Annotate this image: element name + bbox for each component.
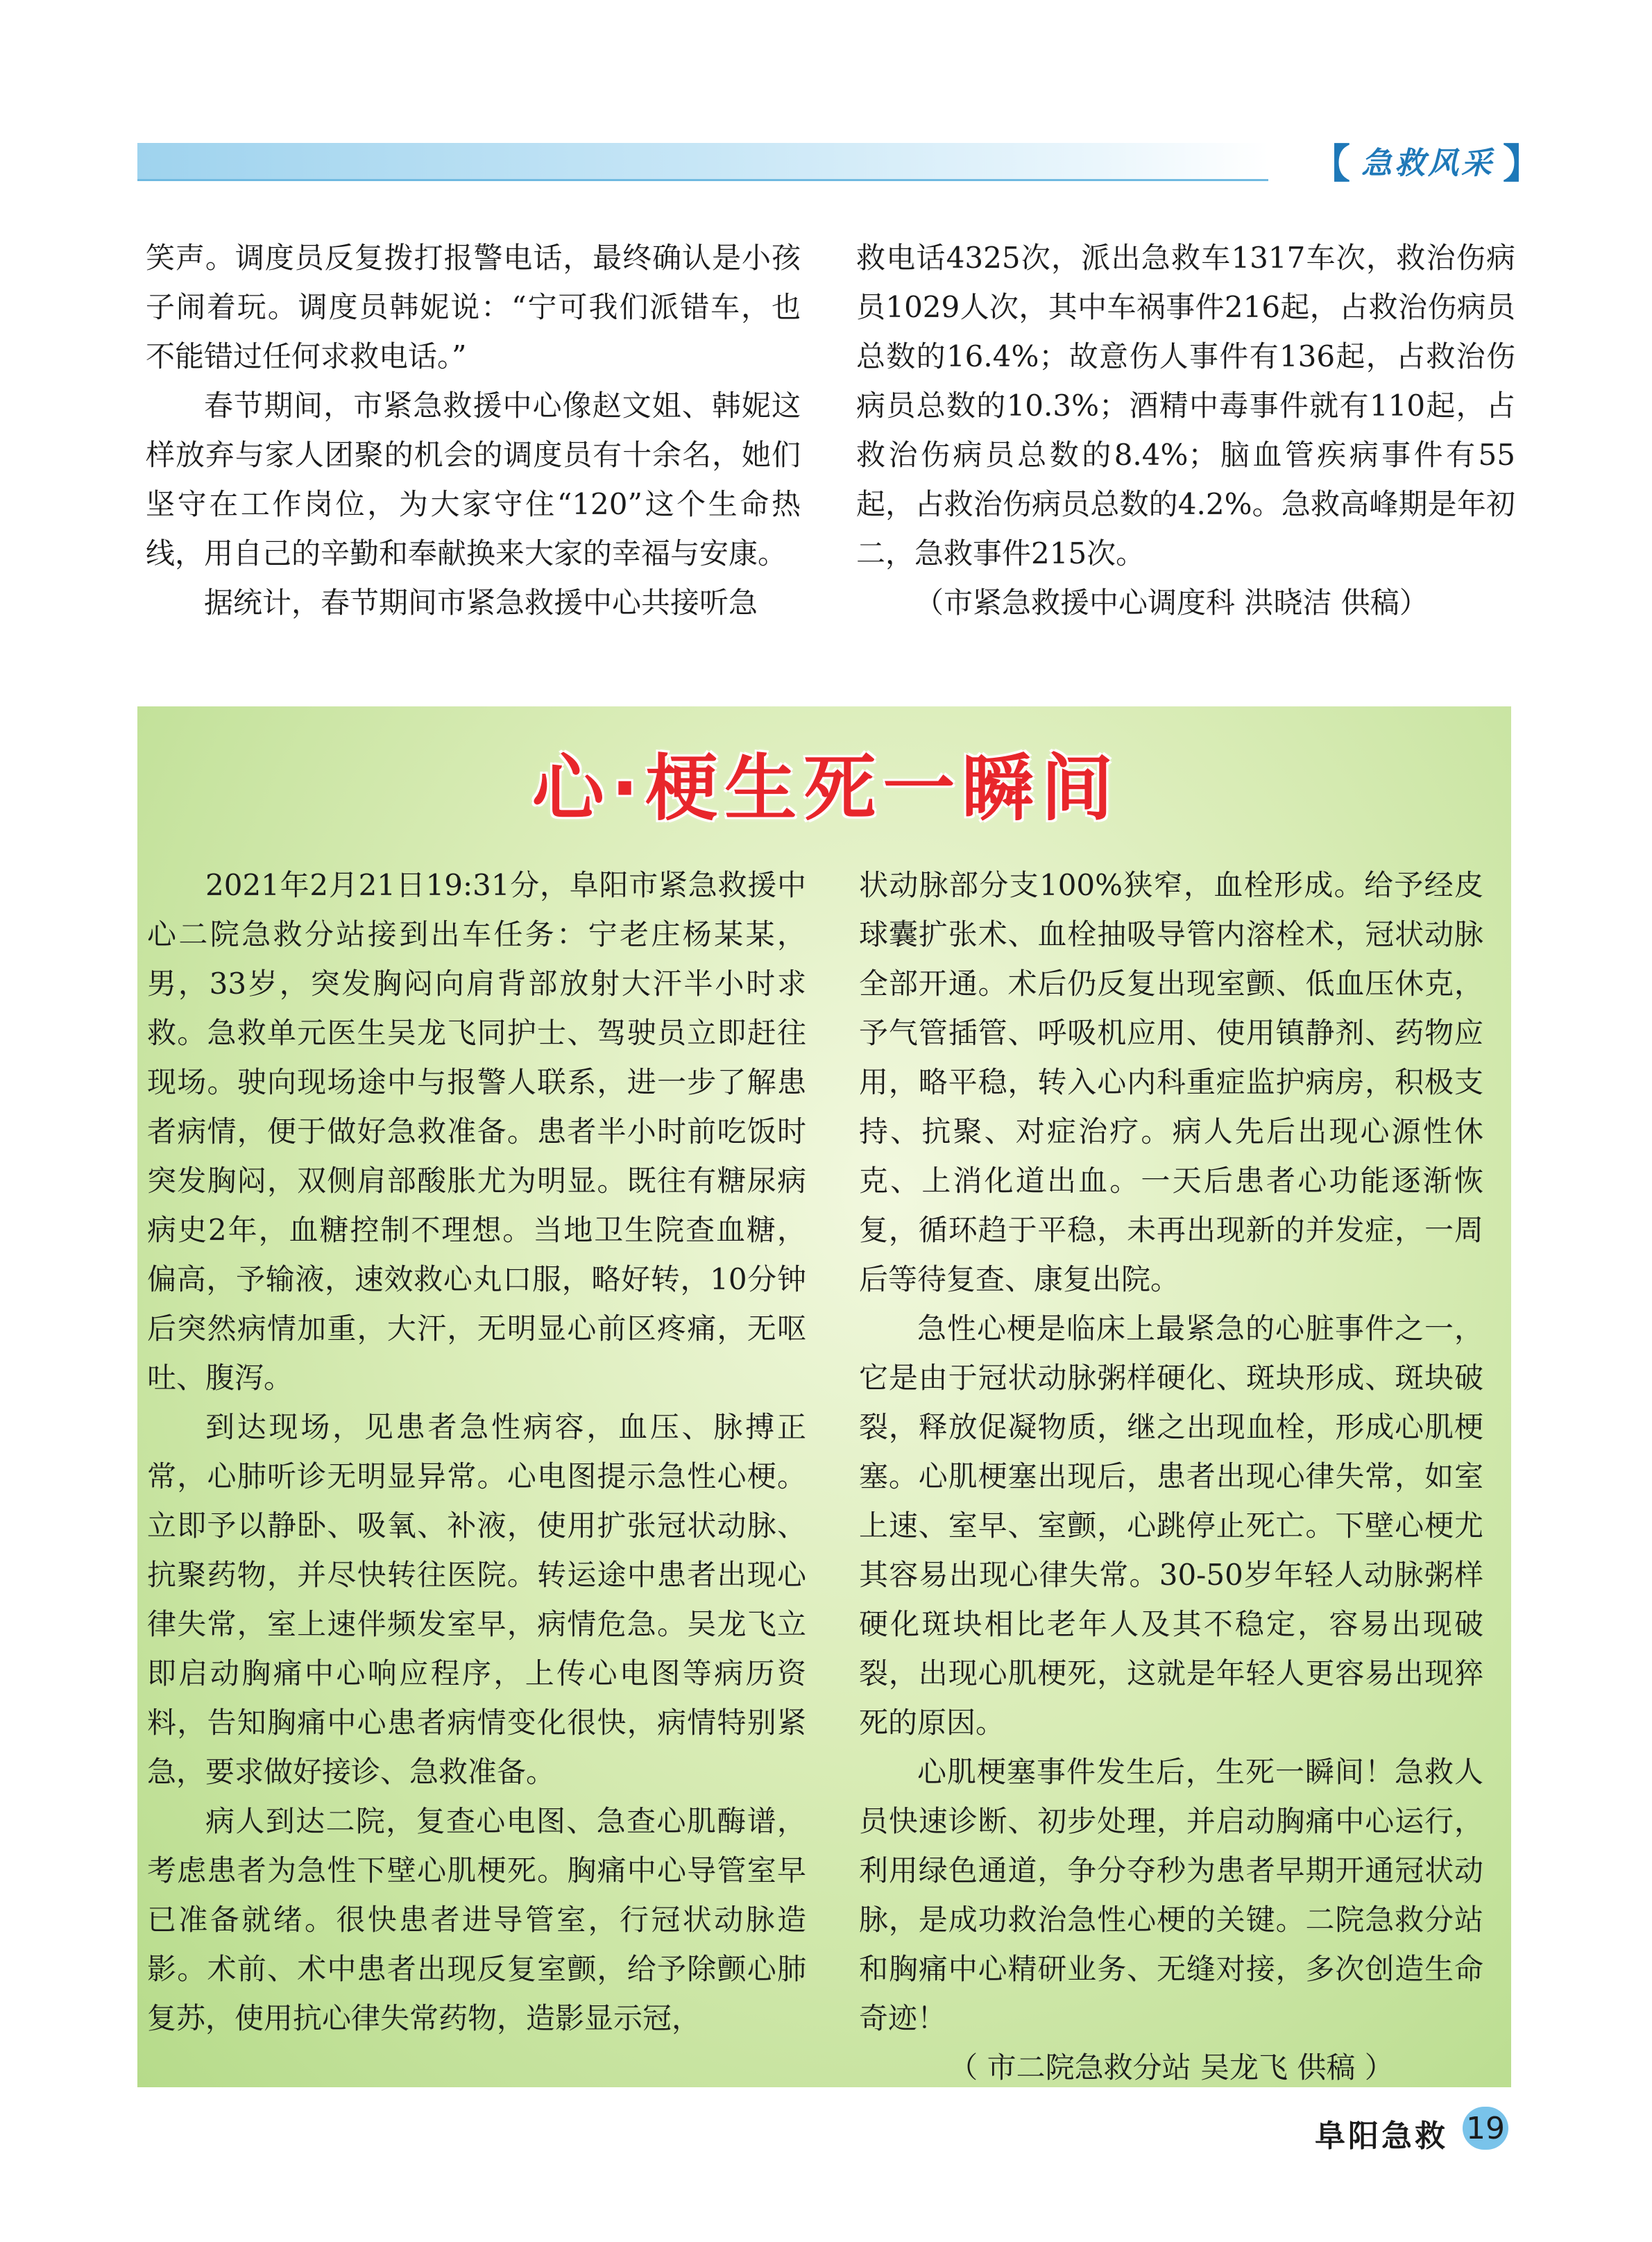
paragraph: 心肌梗塞事件发生后，生死一瞬间！急救人员快速诊断、初步处理，并启动胸痛中心运行，利用绿色通道，争分夺秒为患者早期开通冠状动脉，是成功救治急性心梗的关键。二院急救分站和胸痛中心精研业务、无缝对接，多次创造生命奇迹！ — [859, 1755, 1483, 2035]
paragraph: 春节期间，市紧急救援中心像赵文姐、韩妮这样放弃与家人团聚的机会的调度员有十余名，她们坚守在工作岗位，为大家守住“120”这个生命热线，用自己的辛勤和奉献换来大家的幸福与安康。 — [146, 389, 801, 570]
paragraph: 状动脉部分支100%狭窄，血栓形成。给予经皮球囊扩张术、血栓抽吸导管内溶栓术，冠状动脉全部开通。术后仍反复出现室颤、低血压休克，予气管插管、呼吸机应用、使用镇静剂、药物应用，略平稳，转入心内科重症监护病房，积极支持、抗聚、对症治疗。病人先后出现心源性休克、上消化道出血。一天后患者心功能逐渐恢复，循环趋于平稳，未再出现新的并发症，一周后等待复查、康复出院。 — [859, 868, 1483, 1296]
section-tag — [1310, 136, 1546, 185]
article-left-column — [147, 860, 806, 2043]
bracket-left: 【 — [1310, 140, 1354, 187]
paragraph: 救电话4325次，派出急救车1317车次，救治伤病员1029人次，其中车祸事件216起，占救治伤病员总数的16.4%；故意伤人事件有136起，占救治伤病员总数的10.3%；酒精中毒事件就有110起，占救治伤病员总数的8.4%；脑血管疾病事件有55起，占救治伤病员总数的4.2%。急救高峰期是年初二，急救事件215次。 — [856, 241, 1515, 570]
article-title: 心·梗生死一瞬间 — [531, 746, 1121, 831]
article-right-column — [859, 860, 1483, 2092]
publication-name: 阜阳急救 — [1315, 2118, 1448, 2154]
bracket-right: 】 — [1503, 140, 1547, 187]
page-number: 19 — [1463, 2107, 1508, 2150]
paragraph: 急性心梗是临床上最紧急的心脏事件之一，它是由于冠状动脉粥样硬化、斑块形成、斑块破裂，释放促凝物质，继之出现血栓，形成心肌梗塞。心肌梗塞出现后，患者出现心律失常，如室上速、室早、室颤，心跳停止死亡。下壁心梗尤其容易出现心律失常。30-50岁年轻人动脉粥样硬化斑块相比老年人及其不稳定，容易出现破裂，出现心肌梗死，这就是年轻人更容易出现猝死的原因。 — [859, 1311, 1483, 1740]
signature: （ 市二院急救分站 吴龙飞 供稿 ） — [948, 2050, 1394, 2084]
signature: （市紧急救援中心调度科 洪晓洁 供稿） — [914, 586, 1429, 620]
paragraph: 笑声。调度员反复拨打报警电话，最终确认是小孩子闹着玩。调度员韩妮说：“宁可我们派错车，也不能错过任何求救电话。” — [146, 241, 801, 373]
paragraph: 病人到达二院，复查心电图、急查心肌酶谱，考虑患者为急性下壁心肌梗死。胸痛中心导管室早已准备就绪。很快患者进导管室，行冠状动脉造影。术前、术中患者出现反复室颤，给予除颤心肺复苏，使用抗心律失常药物，造影显示冠， — [147, 1804, 806, 2035]
section-tag-label: 急救风采 — [1361, 146, 1495, 181]
paragraph: 据统计，春节期间市紧急救援中心共接听急 — [204, 586, 758, 620]
paragraph: 到达现场，见患者急性病容，血压、脉搏正常，心肺听诊无明显异常。心电图提示急性心梗。立即予以静卧、吸氧、补液，使用扩张冠状动脉、抗聚药物，并尽快转往医院。转运途中患者出现心律失常，室上速伴频发室早，病情危急。吴龙飞立即启动胸痛中心响应程序，上传心电图等病历资料，告知胸痛中心患者病情变化很快，病情特别紧急，要求做好接诊、急救准备。 — [147, 1410, 806, 1789]
header-bar — [137, 143, 1268, 181]
paragraph: 2021年2月21日19:31分，阜阳市紧急救援中心二院急救分站接到出车任务：宁老庄杨某某，男，33岁，突发胸闷向肩背部放射大汗半小时求救。急救单元医生吴龙飞同护士、驾驶员立即赶往现场。驶向现场途中与报警人联系，进一步了解患者病情，便于做好急救准备。患者半小时前吃饭时突发胸闷，双侧肩部酸胀尤为明显。既往有糖尿病病史2年，血糖控制不理想。当地卫生院查血糖，偏高，予输液，速效救心丸口服，略好转，10分钟后突然病情加重，大汗，无明显心前区疼痛，无呕吐、腹泻。 — [147, 868, 806, 1395]
top-left-column — [146, 233, 801, 627]
top-right-column — [856, 233, 1515, 627]
